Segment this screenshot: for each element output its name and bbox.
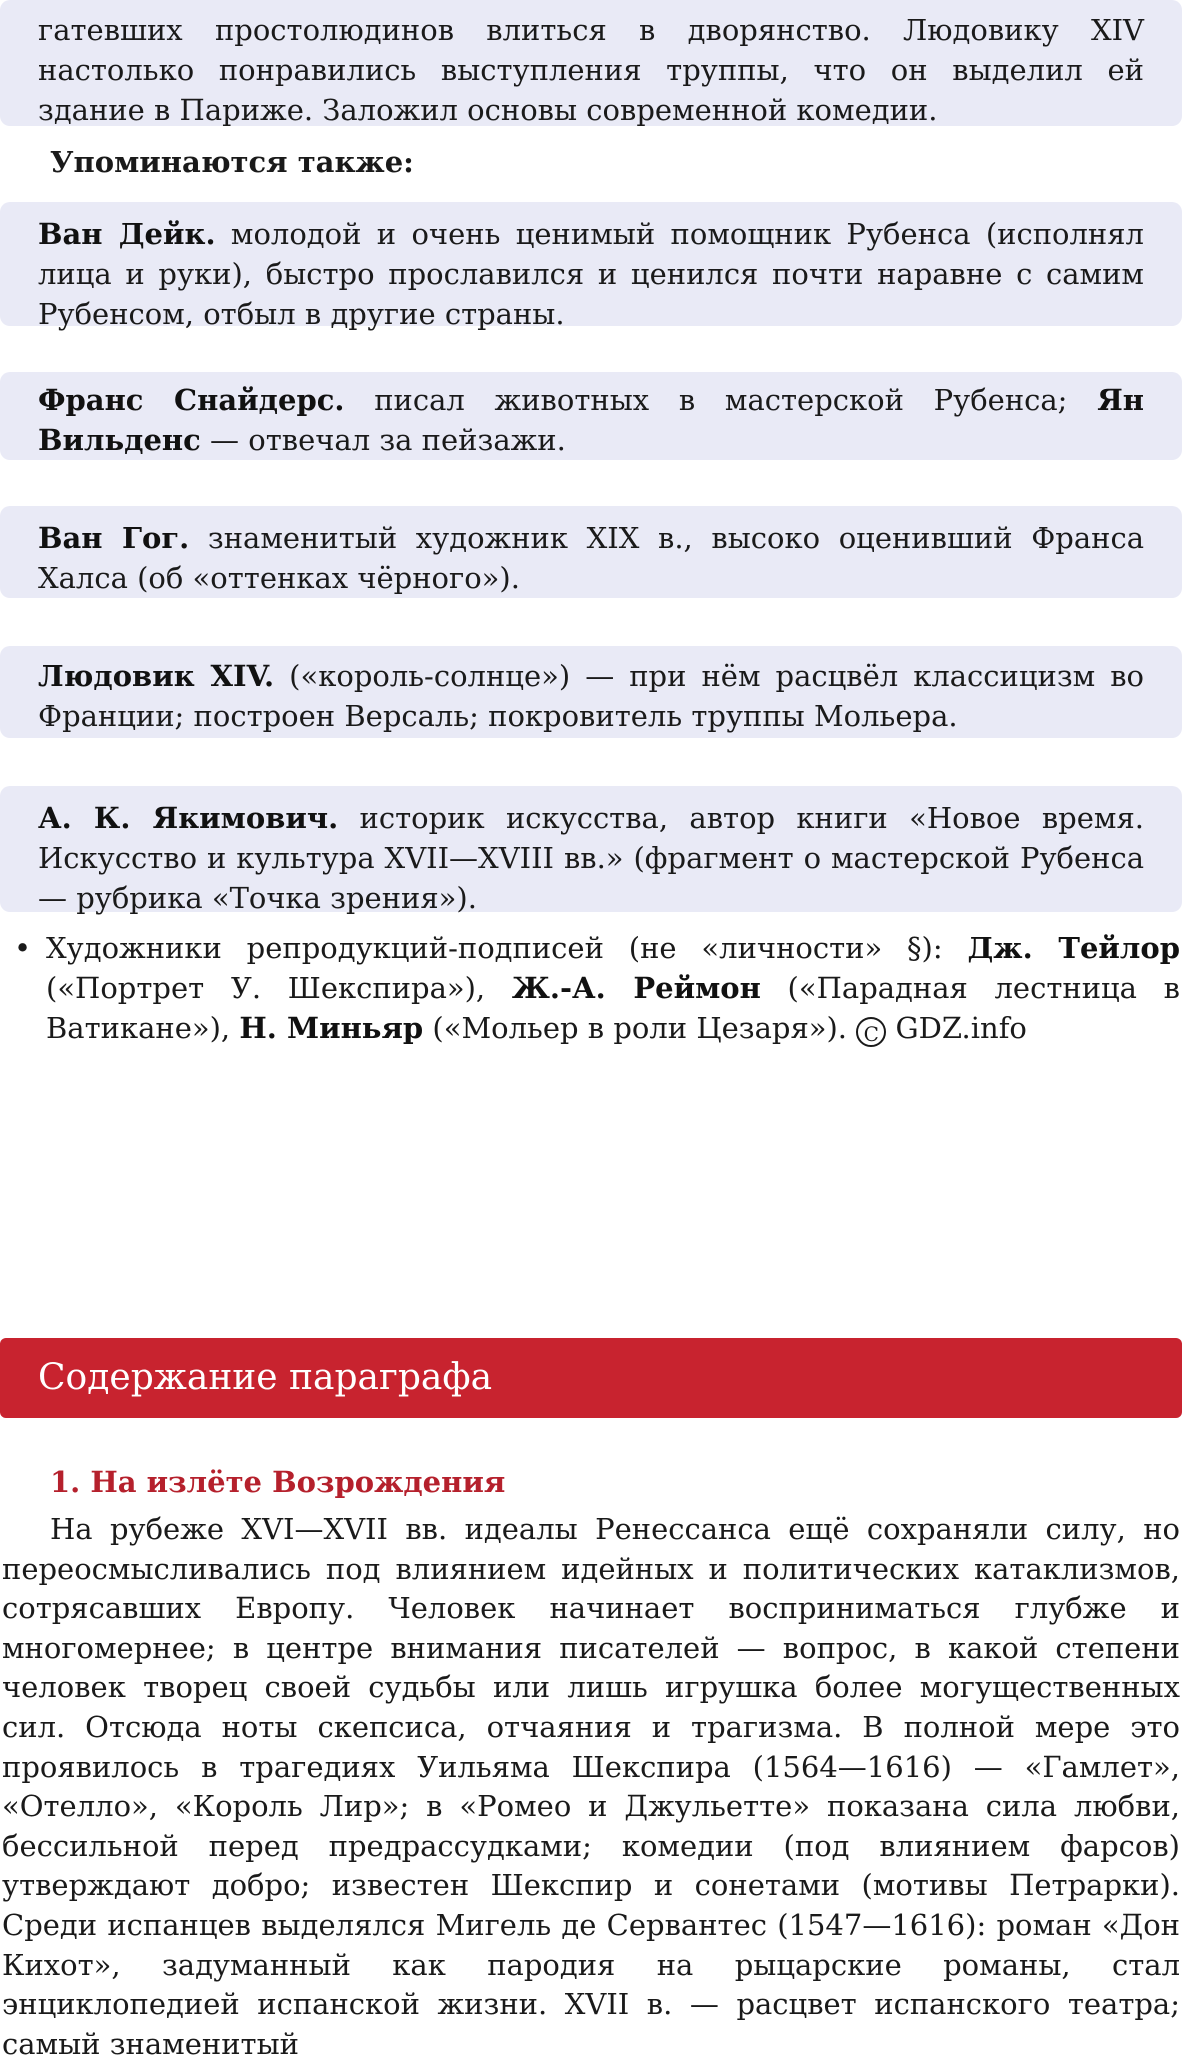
body-paragraph [0,1510,1182,2064]
entry-name-2: Ян Вильденс [38,383,1144,457]
entry-name: Ван Дейк. [38,217,216,251]
info-box-top [0,0,1182,126]
entry-box-louis-xiv [0,646,1182,738]
entry-text: Ван Дейк. молодой и очень ценимый помощник Рубенса (исполнял лица и руки), быстро прославился и ценился почти наравне с самим Рубенсом, отбыл в другие страны. [38,217,1144,331]
entry-name: Ван Гог. [38,521,190,555]
bullet-marker: • [14,931,32,965]
entry-text: Франс Снайдерс. писал животных в мастерской Рубенса; Ян Вильденс — отвечал за пейзажи. [38,383,1144,457]
entry-text: Ван Гог. знаменитый художник XIX в., высоко оценивший Франса Халса (об «оттенках чёрного»). [38,521,1144,595]
info-box-text: гатевших простолюдинов влиться в дворянство. Людовику XIV настолько понравились выступления труппы, что он выделил ей здание в Париже. Заложил основы современной комедии. [38,13,1144,127]
entry-text: А. К. Якимович. историк искусства, автор книги «Новое время. Искусство и культура XVII—XVIII вв.» (фрагмент о мастерской Рубенса — рубрика «Точка зрения»). [38,801,1144,915]
entry-text: Людовик XIV. («король-солнце») — при нём расцвёл классицизм во Франции; построен Версаль; покровитель труппы Мольера. [38,659,1145,733]
entry-box-yakimovich [0,786,1182,915]
entry-name: Людовик XIV. [38,659,275,693]
bullet-item [0,928,1182,1048]
body-paragraph-text: На рубеже XVI—XVII вв. идеалы Ренессанса ещё сохраняли силу, но переосмысливались под влиянием идейных и политических катаклизмов, сотрясавших Европу. Человек начинает восприниматься глубже и многомернее; в центре внимания писателей — вопрос, в какой степени человек творец своей судьбы или лишь игрушка более могущественных сил. Отсюда ноты скепсиса, отчаяния и трагизма. В полной мере это проявилось в трагедиях Уильяма Шекспира (1564—1616) — «Гамлет», «Отелло», «Король Лир»; в «Ромео и Джульетте» показана сила любви, бессильной перед предрассудками; комедии (под влиянием фарсов) утверждают добро; известен Шекспир и сонетами (мотивы Петрарки). Среди испанцев выделялся Мигель де Сервантес (1547—1616): роман «Дон Кихот», задуманный как пародия на рыцарские романы, стал энциклопедией испанской жизни. XVII в. — расцвет испанского театра; самый знаменитый [2,1512,1180,2061]
section-banner: Содержание параграфа [0,1338,1182,1418]
entry-name: А. К. Якимович. [38,801,339,835]
entry-box-snyders [0,372,1182,460]
entry-name: Франс Снайдерс. [38,383,345,417]
bullet-text: Художники репродукций-подписей (не «личности» §): Дж. Тейлор («Портрет У. Шекспира»), Ж.-А. Реймон («Парадная лестница в Ватикане»), Н. Миньяр («Мольер в роли Цезаря»). C GDZ.info [46,931,1180,1046]
section-subheading: 1. На излёте Возрождения [50,1465,506,1499]
entry-box-van-gogh [0,506,1182,598]
also-mentioned-heading: Упоминаются также: [50,145,414,179]
entry-box-van-dyck [0,202,1182,331]
copyright-icon: C [856,1017,886,1047]
